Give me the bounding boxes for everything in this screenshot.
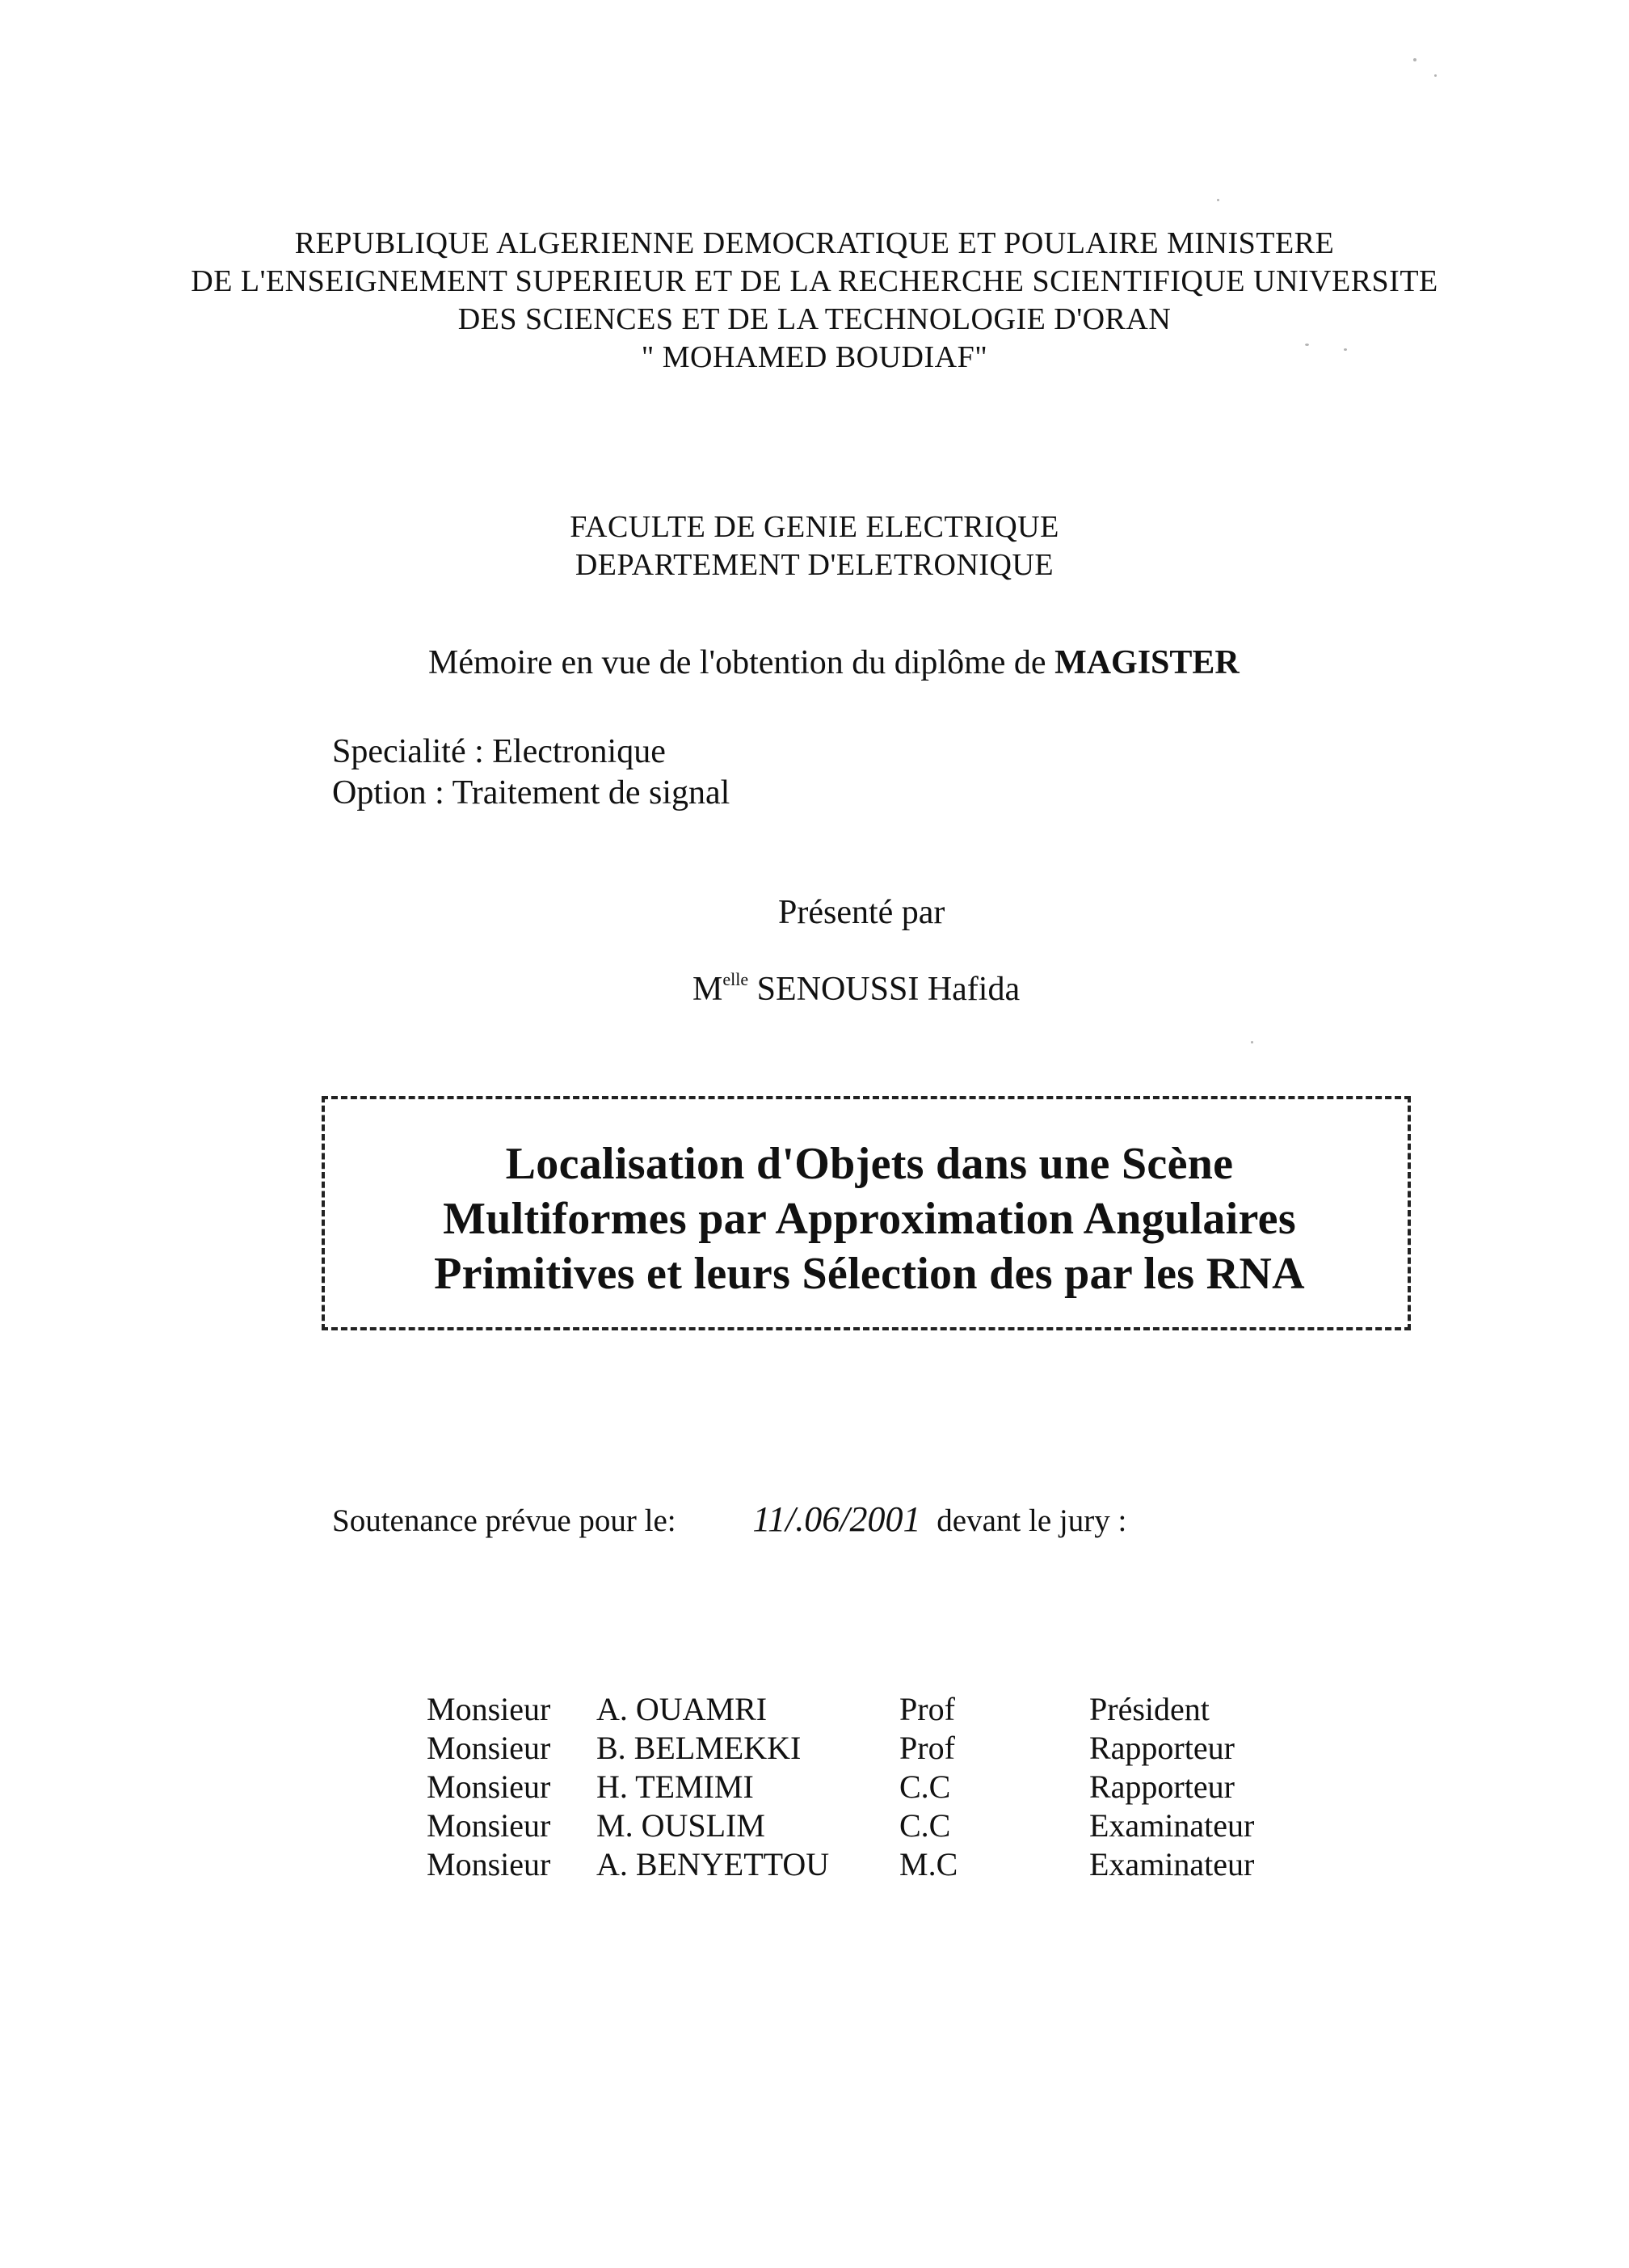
jury-member-role: Examinateur — [1089, 1806, 1255, 1844]
jury-row — [427, 1728, 1299, 1767]
scan-speck — [1434, 74, 1437, 77]
thesis-title-line: Multiformes par Approximation Angulaires — [443, 1194, 1296, 1244]
defense-suffix: devant le jury : — [937, 1503, 1127, 1538]
jury-member-name: A. BENYETTOU — [596, 1845, 830, 1882]
jury-member-role: Examinateur — [1089, 1845, 1255, 1882]
author-name: SENOUSSI Hafida — [748, 971, 1021, 1008]
jury-member-grade: C.C — [899, 1806, 951, 1844]
jury-member-name: A. OUAMRI — [596, 1690, 768, 1727]
jury-member-grade: C.C — [899, 1768, 951, 1805]
jury-member-role: Président — [1089, 1690, 1210, 1727]
header-line: REPUBLIQUE ALGERIENNE DEMOCRATIQUE ET POULAIRE MINISTERE — [294, 226, 1335, 260]
thesis-title-line: Localisation d'Objets dans une Scène — [505, 1139, 1234, 1189]
author-prefix: M — [692, 971, 723, 1008]
header-line: DES SCIENCES ET DE LA TECHNOLOGIE D'ORAN — [457, 302, 1172, 336]
thesis-title — [325, 1136, 1414, 1301]
department-name: DEPARTEMENT D'ELETRONIQUE — [575, 548, 1054, 582]
author-prefix-superscript: elle — [722, 969, 749, 989]
defense-date: 11/.06/2001 — [752, 1499, 921, 1539]
option-line: Option : Traitement de signal — [332, 774, 730, 812]
jury-member-title: Monsieur — [427, 1690, 551, 1727]
jury-row — [427, 1844, 1299, 1883]
memoire-statement — [428, 643, 1240, 682]
presented-by-label: Présenté par — [778, 894, 945, 931]
defense-label: Soutenance prévue pour le: — [332, 1503, 676, 1538]
speciality-line: Specialité : Electronique — [332, 733, 666, 770]
faculty-name: FACULTE DE GENIE ELECTRIQUE — [570, 510, 1059, 544]
header-line: DE L'ENSEIGNEMENT SUPERIEUR ET DE LA RECHERCHE SCIENTIFIQUE UNIVERSITE — [191, 264, 1438, 298]
jury-member-title: Monsieur — [427, 1768, 551, 1805]
author-line — [692, 970, 1020, 1009]
jury-member-title: Monsieur — [427, 1806, 551, 1844]
jury-member-role: Rapporteur — [1089, 1729, 1235, 1766]
jury-member-grade: Prof — [899, 1690, 955, 1727]
scan-speck — [1217, 199, 1219, 201]
jury-table — [427, 1689, 1299, 1883]
thesis-title-box — [322, 1096, 1411, 1330]
degree-name: MAGISTER — [1054, 644, 1240, 681]
scan-speck — [1251, 1041, 1253, 1043]
jury-row — [427, 1767, 1299, 1806]
memoire-intro: Mémoire en vue de l'obtention du diplôme de — [428, 644, 1055, 681]
jury-row — [427, 1806, 1299, 1844]
jury-member-title: Monsieur — [427, 1845, 551, 1882]
jury-member-grade: Prof — [899, 1729, 955, 1766]
jury-member-role: Rapporteur — [1089, 1768, 1235, 1805]
scan-speck — [1413, 58, 1416, 61]
jury-member-name: B. BELMEKKI — [596, 1729, 802, 1766]
jury-member-grade: M.C — [899, 1845, 958, 1882]
faculty-block — [0, 508, 1629, 584]
thesis-title-line: Primitives et leurs Sélection des par les RNA — [434, 1249, 1305, 1299]
institution-header — [0, 225, 1629, 377]
defense-line — [332, 1499, 1126, 1540]
jury-member-name: H. TEMIMI — [596, 1768, 754, 1805]
jury-member-title: Monsieur — [427, 1729, 551, 1766]
speciality-block — [332, 731, 730, 814]
jury-member-name: M. OUSLIM — [596, 1806, 765, 1844]
header-line: " MOHAMED BOUDIAF" — [641, 340, 988, 374]
jury-row — [427, 1689, 1299, 1728]
